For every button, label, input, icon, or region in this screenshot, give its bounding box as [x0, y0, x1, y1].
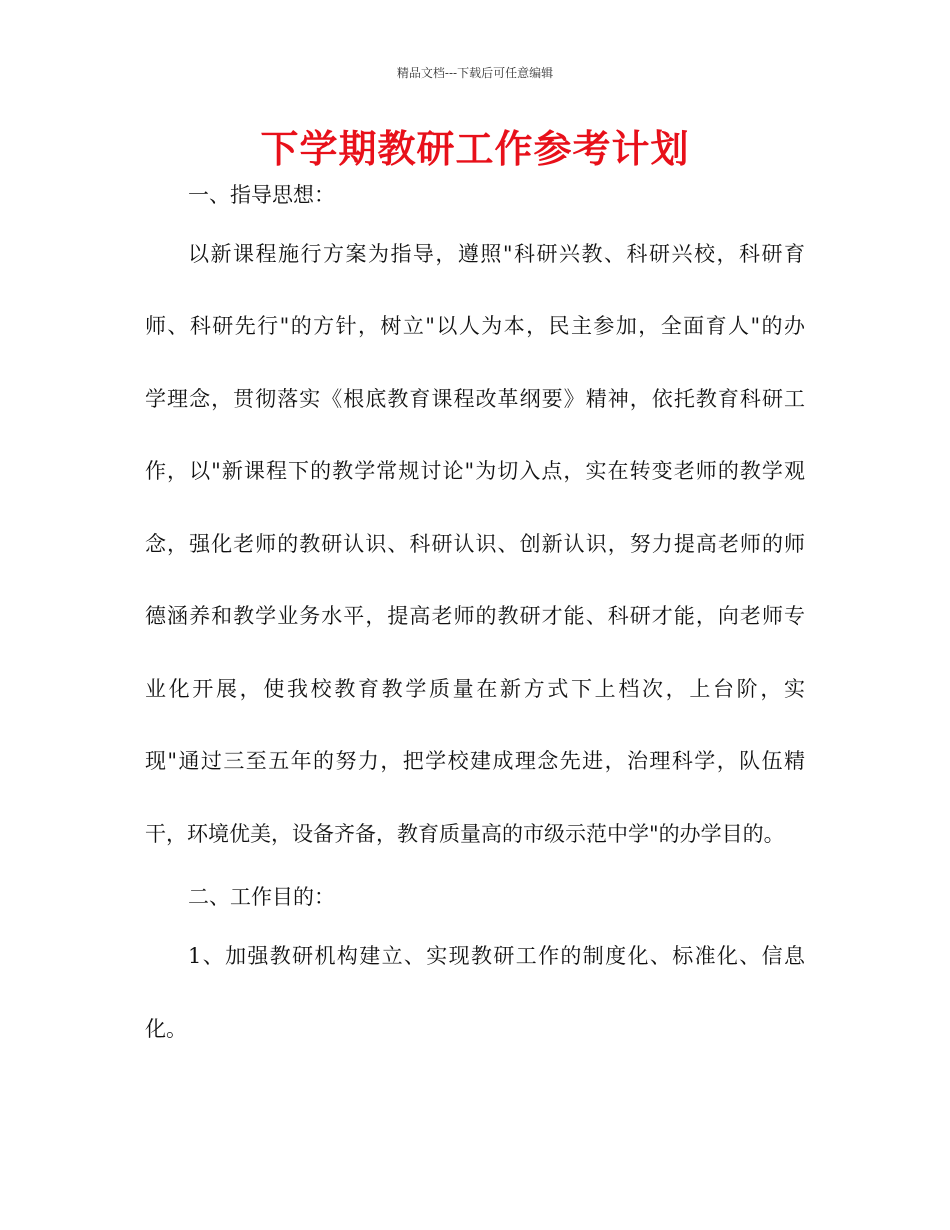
paragraph-line: 干，环境优美，设备齐备，教育质量高的市级示范中学"的办学目的。 — [145, 822, 785, 846]
paragraph-line: 化。 — [145, 1017, 187, 1041]
page-header: 精品文档---下载后可任意编辑 — [396, 66, 554, 80]
paragraph-line: 学理念，贯彻落实《根底教育课程改革纲要》精神，依托教育科研工 — [145, 387, 805, 411]
paragraph-line: 以新课程施行方案为指导，遵照"科研兴教、科研兴校，科研育 — [188, 242, 805, 266]
paragraph-line: 现"通过三至五年的努力，把学校建成理念先进，治理科学，队伍精 — [145, 749, 805, 773]
paragraph-line: 1、加强教研机构建立、实现教研工作的制度化、标准化、信息 — [188, 944, 805, 968]
paragraph-line: 德涵养和教学业务水平，提高老师的教研才能、科研才能，向老师专 — [145, 604, 805, 628]
paragraph-line: 业化开展，使我校教育教学质量在新方式下上档次，上台阶，实 — [145, 677, 805, 701]
document-title: 下学期教研工作参考计划 — [260, 127, 690, 171]
paragraph-line: 师、科研先行"的方针，树立"以人为本，民主参加，全面育人"的办 — [145, 314, 805, 338]
section-heading-guiding-ideology: 一、指导思想： — [188, 183, 335, 207]
paragraph-line: 念，强化老师的教研认识、科研认识、创新认识，努力提高老师的师 — [145, 532, 805, 556]
section-heading-work-goals: 二、工作目的： — [188, 885, 335, 909]
paragraph-line: 作，以"新课程下的教学常规讨论"为切入点，实在转变老师的教学观 — [145, 459, 805, 483]
